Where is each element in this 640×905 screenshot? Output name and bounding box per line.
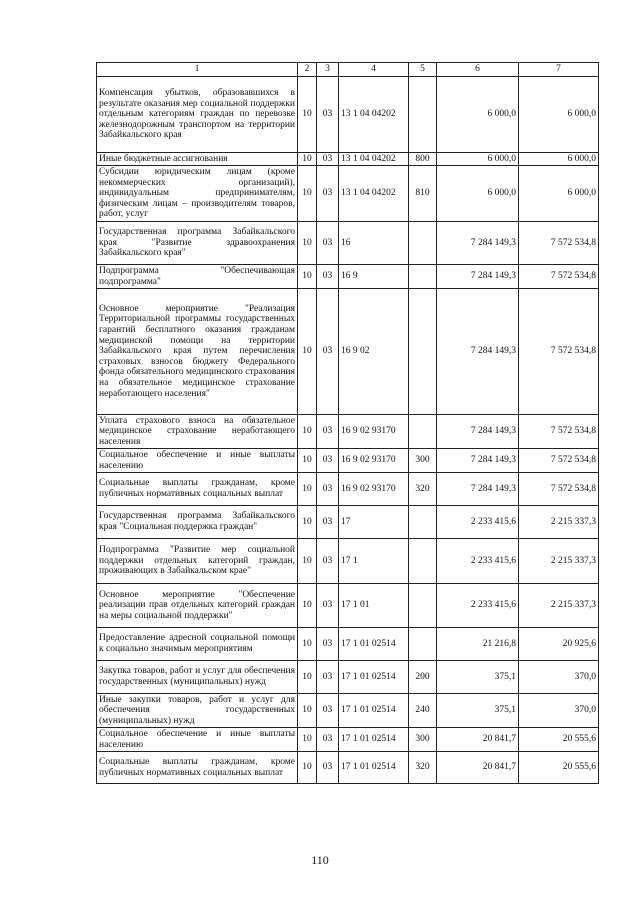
amount-year-2: 2 215 337,3 xyxy=(519,506,599,539)
section-code: 10 xyxy=(298,728,317,752)
row-name: Предоставление адресной социальной помощи к социально значимым мероприятиям xyxy=(97,628,298,661)
expense-type-code xyxy=(409,539,437,584)
expense-type-code: 800 xyxy=(409,153,437,166)
amount-year-2: 2 215 337,3 xyxy=(519,584,599,628)
amount-year-2: 6 000,0 xyxy=(519,166,599,222)
table-body xyxy=(97,77,599,784)
column-header: 3 xyxy=(317,63,339,77)
amount-year-1: 20 841,7 xyxy=(437,752,519,784)
amount-year-2: 370,0 xyxy=(519,661,599,694)
amount-year-1: 7 284 149,3 xyxy=(437,265,519,289)
table-row xyxy=(97,728,599,752)
table-row xyxy=(97,289,599,415)
table-row xyxy=(97,752,599,784)
table-row xyxy=(97,415,599,449)
amount-year-1: 7 284 149,3 xyxy=(437,415,519,449)
subsection-code: 03 xyxy=(317,661,339,694)
section-code: 10 xyxy=(298,449,317,473)
column-header: 5 xyxy=(409,63,437,77)
target-article-code: 13 1 04 04202 xyxy=(339,153,409,166)
section-code: 10 xyxy=(298,506,317,539)
target-article-code: 16 9 02 93170 xyxy=(339,449,409,473)
amount-year-1: 375,1 xyxy=(437,661,519,694)
amount-year-2: 20 555,6 xyxy=(519,728,599,752)
section-code: 10 xyxy=(298,473,317,506)
page-number: 110 xyxy=(311,853,329,867)
section-code: 10 xyxy=(298,628,317,661)
expense-type-code xyxy=(409,506,437,539)
table-row xyxy=(97,539,599,584)
subsection-code: 03 xyxy=(317,222,339,265)
target-article-code: 17 xyxy=(339,506,409,539)
amount-year-1: 7 284 149,3 xyxy=(437,473,519,506)
table-row xyxy=(97,166,599,222)
amount-year-2: 2 215 337,3 xyxy=(519,539,599,584)
column-header: 2 xyxy=(298,63,317,77)
column-header: 4 xyxy=(339,63,409,77)
amount-year-2: 7 572 534,8 xyxy=(519,289,599,415)
row-name: Подпрограмма "Развитие мер социальной поддержки отдельных категорий граждан, проживающих в Забайкальском крае" xyxy=(97,539,298,584)
row-name: Подпрограмма "Обеспечивающая подпрограмма" xyxy=(97,265,298,289)
table-row xyxy=(97,473,599,506)
row-name: Основное мероприятие "Обеспечение реализации прав отдельных категорий граждан на меры социальной поддержки" xyxy=(97,584,298,628)
expense-type-code: 320 xyxy=(409,473,437,506)
expense-type-code: 300 xyxy=(409,728,437,752)
target-article-code: 16 9 02 xyxy=(339,289,409,415)
expense-type-code: 200 xyxy=(409,661,437,694)
amount-year-2: 7 572 534,8 xyxy=(519,473,599,506)
row-name: Субсидии юридическим лицам (кроме некоммерческих организаций), индивидуальным предпринимателям, физическим лицам – производителям товаров, работ, услуг xyxy=(97,166,298,222)
amount-year-1: 21 216,8 xyxy=(437,628,519,661)
expense-type-code xyxy=(409,289,437,415)
target-article-code: 16 9 02 93170 xyxy=(339,415,409,449)
table-row xyxy=(97,449,599,473)
subsection-code: 03 xyxy=(317,694,339,728)
subsection-code: 03 xyxy=(317,473,339,506)
section-code: 10 xyxy=(298,584,317,628)
amount-year-1: 2 233 415,6 xyxy=(437,584,519,628)
amount-year-1: 6 000,0 xyxy=(437,166,519,222)
column-header: 7 xyxy=(519,63,599,77)
amount-year-1: 2 233 415,6 xyxy=(437,506,519,539)
target-article-code: 16 9 02 93170 xyxy=(339,473,409,506)
table-row xyxy=(97,506,599,539)
row-name: Государственная программа Забайкальского края "Развитие здравоохранения Забайкальского края" xyxy=(97,222,298,265)
target-article-code: 17 1 01 02514 xyxy=(339,752,409,784)
target-article-code: 13 1 04 04202 xyxy=(339,77,409,153)
amount-year-1: 2 233 415,6 xyxy=(437,539,519,584)
amount-year-2: 7 572 534,8 xyxy=(519,415,599,449)
amount-year-1: 7 284 149,3 xyxy=(437,289,519,415)
amount-year-2: 20 925,6 xyxy=(519,628,599,661)
row-name: Компенсация убытков, образовавшихся в результате оказания мер социальной поддержки отдельным категориям граждан по перевозке железнодорожным транспортом на территории Забайкальского края xyxy=(97,77,298,153)
subsection-code: 03 xyxy=(317,506,339,539)
row-name: Закупка товаров, работ и услуг для обеспечения государственных (муниципальных) нужд xyxy=(97,661,298,694)
section-code: 10 xyxy=(298,153,317,166)
table-row xyxy=(97,694,599,728)
amount-year-1: 20 841,7 xyxy=(437,728,519,752)
subsection-code: 03 xyxy=(317,449,339,473)
row-name: Социальное обеспечение и иные выплаты населению xyxy=(97,728,298,752)
row-name: Государственная программа Забайкальского края "Социальная поддержка граждан" xyxy=(97,506,298,539)
row-name: Уплата страхового взноса на обязательное медицинское страхование неработающего населения xyxy=(97,415,298,449)
subsection-code: 03 xyxy=(317,628,339,661)
amount-year-2: 7 572 534,8 xyxy=(519,265,599,289)
subsection-code: 03 xyxy=(317,539,339,584)
target-article-code: 17 1 01 02514 xyxy=(339,694,409,728)
table-header xyxy=(97,63,599,77)
expense-type-code: 240 xyxy=(409,694,437,728)
table-row xyxy=(97,628,599,661)
section-code: 10 xyxy=(298,77,317,153)
amount-year-2: 6 000,0 xyxy=(519,153,599,166)
target-article-code: 17 1 xyxy=(339,539,409,584)
section-code: 10 xyxy=(298,166,317,222)
row-name: Иные закупки товаров, работ и услуг для обеспечения государственных (муниципальных) нужд xyxy=(97,694,298,728)
subsection-code: 03 xyxy=(317,77,339,153)
subsection-code: 03 xyxy=(317,415,339,449)
row-name: Основное мероприятие "Реализация Территориальной программы государственных гарантий бесплатного оказания гражданам медицинской помощи на территории Забайкальского края путем перечисления страховых взносов бюджету Федерального фонда обязательного медицинского страхования на обязательное медицинское страхование неработающего населения" xyxy=(97,289,298,415)
amount-year-2: 7 572 534,8 xyxy=(519,449,599,473)
table-row xyxy=(97,661,599,694)
amount-year-1: 6 000,0 xyxy=(437,153,519,166)
table-row xyxy=(97,265,599,289)
amount-year-2: 6 000,0 xyxy=(519,77,599,153)
header-row xyxy=(97,63,599,77)
section-code: 10 xyxy=(298,289,317,415)
target-article-code: 17 1 01 02514 xyxy=(339,661,409,694)
expense-type-code xyxy=(409,265,437,289)
row-name: Социальное обеспечение и иные выплаты населению xyxy=(97,449,298,473)
expense-type-code xyxy=(409,222,437,265)
column-header: 1 xyxy=(97,63,298,77)
subsection-code: 03 xyxy=(317,728,339,752)
table-row xyxy=(97,153,599,166)
section-code: 10 xyxy=(298,415,317,449)
expense-type-code: 810 xyxy=(409,166,437,222)
row-name: Социальные выплаты гражданам, кроме публичных нормативных социальных выплат xyxy=(97,473,298,506)
target-article-code: 17 1 01 xyxy=(339,584,409,628)
amount-year-1: 6 000,0 xyxy=(437,77,519,153)
section-code: 10 xyxy=(298,539,317,584)
subsection-code: 03 xyxy=(317,752,339,784)
subsection-code: 03 xyxy=(317,265,339,289)
table-row xyxy=(97,584,599,628)
target-article-code: 16 xyxy=(339,222,409,265)
target-article-code: 17 1 01 02514 xyxy=(339,628,409,661)
expense-type-code xyxy=(409,628,437,661)
section-code: 10 xyxy=(298,265,317,289)
section-code: 10 xyxy=(298,694,317,728)
expense-type-code xyxy=(409,584,437,628)
row-name: Иные бюджетные ассигнования xyxy=(97,153,298,166)
section-code: 10 xyxy=(298,752,317,784)
amount-year-2: 370,0 xyxy=(519,694,599,728)
target-article-code: 16 9 xyxy=(339,265,409,289)
amount-year-2: 20 555,6 xyxy=(519,752,599,784)
section-code: 10 xyxy=(298,661,317,694)
row-name: Социальные выплаты гражданам, кроме публичных нормативных социальных выплат xyxy=(97,752,298,784)
section-code: 10 xyxy=(298,222,317,265)
amount-year-1: 7 284 149,3 xyxy=(437,222,519,265)
subsection-code: 03 xyxy=(317,584,339,628)
subsection-code: 03 xyxy=(317,289,339,415)
table-row xyxy=(97,222,599,265)
expense-type-code xyxy=(409,415,437,449)
subsection-code: 03 xyxy=(317,153,339,166)
subsection-code: 03 xyxy=(317,166,339,222)
budget-table xyxy=(96,62,599,784)
table-row xyxy=(97,77,599,153)
amount-year-1: 7 284 149,3 xyxy=(437,449,519,473)
amount-year-1: 375,1 xyxy=(437,694,519,728)
column-header: 6 xyxy=(437,63,519,77)
target-article-code: 13 1 04 04202 xyxy=(339,166,409,222)
amount-year-2: 7 572 534,8 xyxy=(519,222,599,265)
target-article-code: 17 1 01 02514 xyxy=(339,728,409,752)
expense-type-code xyxy=(409,77,437,153)
expense-type-code: 320 xyxy=(409,752,437,784)
expense-type-code: 300 xyxy=(409,449,437,473)
